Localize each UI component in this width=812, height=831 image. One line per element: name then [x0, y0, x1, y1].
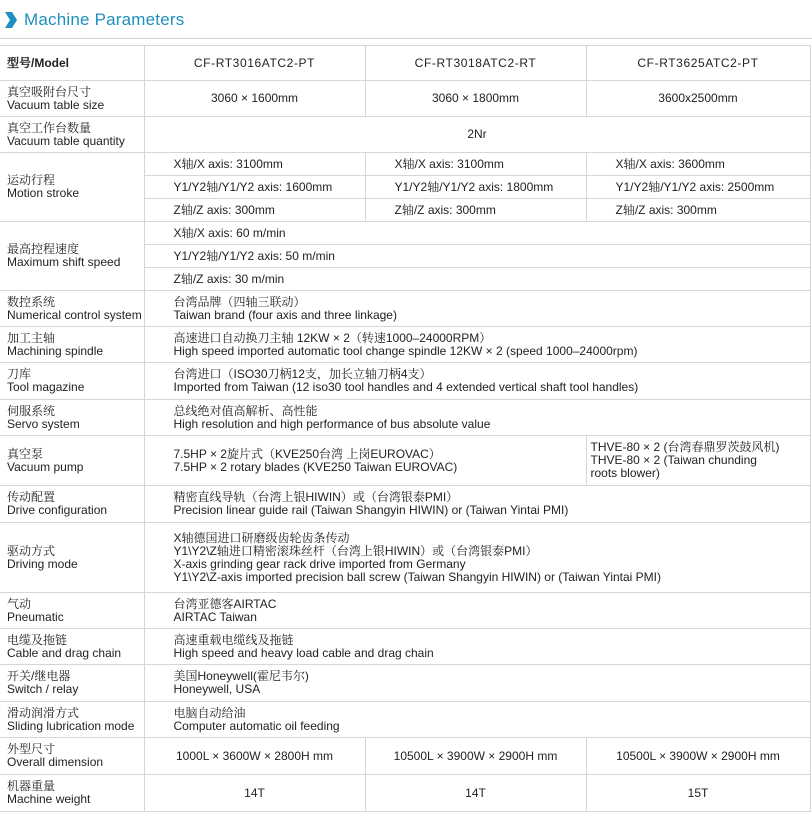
cable-drag-chain-value: 高速重载电缆线及拖链 High speed and heavy load cable and drag chain	[144, 629, 810, 665]
vacuum-table-size-1: 3060 × 1600mm	[144, 81, 365, 117]
overall-dimension-label: 外型尺寸 Overall dimension	[0, 738, 144, 775]
numerical-control-row	[0, 291, 810, 327]
model-1: CF-RT3016ATC2-PT	[144, 46, 365, 81]
machining-spindle-row	[0, 327, 810, 363]
switch-relay-row	[0, 665, 810, 702]
vacuum-table-quantity-label: 真空工作台数量 Vacuum table quantity	[0, 117, 144, 153]
servo-system-label: 伺服系统 Servo system	[0, 400, 144, 436]
driving-mode-label: 驱动方式 Driving mode	[0, 523, 144, 593]
motion-stroke-y-2: Y1/Y2轴/Y1/Y2 axis: 1800mm	[365, 176, 586, 199]
tool-magazine-label: 刀库 Tool magazine	[0, 363, 144, 400]
machine-weight-3: 15T	[586, 775, 810, 812]
switch-relay-label: 开关/继电器 Switch / relay	[0, 665, 144, 702]
overall-dimension-row	[0, 738, 810, 775]
machine-weight-1: 14T	[144, 775, 365, 812]
vacuum-table-size-2: 3060 × 1800mm	[365, 81, 586, 117]
max-shift-speed-label: 最高控程速度 Maximum shift speed	[0, 222, 144, 291]
sliding-lubrication-value: 电脑自动给油 Computer automatic oil feeding	[144, 702, 810, 738]
machine-weight-2: 14T	[365, 775, 586, 812]
max-shift-speed-x: X轴/X axis: 60 m/min	[144, 222, 810, 245]
section-header	[0, 0, 812, 42]
motion-stroke-label: 运动行程 Motion stroke	[0, 153, 144, 222]
header-divider	[0, 38, 812, 39]
tool-magazine-row	[0, 363, 810, 400]
max-shift-speed-z: Z轴/Z axis: 30 m/min	[144, 268, 810, 291]
machine-weight-label: 机器重量 Machine weight	[0, 775, 144, 812]
vacuum-table-size-3: 3600x2500mm	[586, 81, 810, 117]
sliding-lubrication-label: 滑动润滑方式 Sliding lubrication mode	[0, 702, 144, 738]
chevron-right-icon	[4, 11, 18, 29]
overall-dimension-2: 10500L × 3900W × 2900H mm	[365, 738, 586, 775]
vacuum-pump-label: 真空泵 Vacuum pump	[0, 436, 144, 486]
vacuum-pump-roots: THVE-80 × 2 (台湾春鼎罗茨鼓风机) THVE-80 × 2 (Taiwan chunding roots blower)	[586, 436, 810, 486]
model-3: CF-RT3625ATC2-PT	[586, 46, 810, 81]
vacuum-table-quantity-value: 2Nr	[144, 117, 810, 153]
motion-stroke-z-3: Z轴/Z axis: 300mm	[586, 199, 810, 222]
motion-stroke-x-2: X轴/X axis: 3100mm	[365, 153, 586, 176]
drive-configuration-label: 传动配置 Drive configuration	[0, 486, 144, 523]
machine-weight-row	[0, 775, 810, 812]
vacuum-pump-rotary: 7.5HP × 2旋片式（KVE250台湾 上岗EUROVAC） 7.5HP × 2 rotary blades (KVE250 Taiwan EUROVAC)	[144, 436, 586, 486]
vacuum-table-size-label: 真空吸附台尺寸 Vacuum table size	[0, 81, 144, 117]
model-row	[0, 46, 810, 81]
numerical-control-value: 台湾品牌（四轴三联动） Taiwan brand (four axis and three linkage)	[144, 291, 810, 327]
driving-mode-row	[0, 523, 810, 593]
model-label: 型号/Model	[0, 46, 144, 81]
page-title: Machine Parameters	[24, 10, 185, 29]
machining-spindle-label: 加工主轴 Machining spindle	[0, 327, 144, 363]
vacuum-pump-row	[0, 436, 810, 486]
servo-system-value: 总线绝对值高解析、高性能 High resolution and high performance of bus absolute value	[144, 400, 810, 436]
pneumatic-value: 台湾亚德客AIRTAC AIRTAC Taiwan	[144, 593, 810, 629]
numerical-control-label: 数控系统 Numerical control system	[0, 291, 144, 327]
cable-drag-chain-row	[0, 629, 810, 665]
max-shift-speed-y: Y1/Y2轴/Y1/Y2 axis: 50 m/min	[144, 245, 810, 268]
pneumatic-row	[0, 593, 810, 629]
driving-mode-value: X轴德国进口研磨级齿轮齿条传动 Y1\Y2\Z轴进口精密滚珠丝杆（台湾上银HIWIN）或（台湾银泰PMI） X-axis grinding gear rack drive imported from Germany Y1\Y2\Z-axis imported precision ball screw (Taiwan Shangyin HIWIN) or (Taiwan Yintai PMI)	[144, 523, 810, 593]
motion-stroke-y-1: Y1/Y2轴/Y1/Y2 axis: 1600mm	[144, 176, 365, 199]
motion-stroke-y-3: Y1/Y2轴/Y1/Y2 axis: 2500mm	[586, 176, 810, 199]
vacuum-table-size-row	[0, 81, 810, 117]
vacuum-table-quantity-row	[0, 117, 810, 153]
tool-magazine-value: 台湾进口（ISO30刀柄12支，加长立轴刀柄4支） Imported from Taiwan (12 iso30 tool handles and 4 extended vertical shaft tool handles)	[144, 363, 810, 400]
pneumatic-label: 气动 Pneumatic	[0, 593, 144, 629]
model-2: CF-RT3018ATC2-RT	[365, 46, 586, 81]
cable-drag-chain-label: 电缆及拖链 Cable and drag chain	[0, 629, 144, 665]
servo-system-row	[0, 400, 810, 436]
motion-stroke-z-2: Z轴/Z axis: 300mm	[365, 199, 586, 222]
overall-dimension-1: 1000L × 3600W × 2800H mm	[144, 738, 365, 775]
switch-relay-value: 美国Honeywell(霍尼韦尔) Honeywell, USA	[144, 665, 810, 702]
drive-configuration-row	[0, 486, 810, 523]
sliding-lubrication-row	[0, 702, 810, 738]
overall-dimension-3: 10500L × 3900W × 2900H mm	[586, 738, 810, 775]
motion-stroke-x-1: X轴/X axis: 3100mm	[144, 153, 365, 176]
motion-stroke-x-3: X轴/X axis: 3600mm	[586, 153, 810, 176]
drive-configuration-value: 精密直线导轨（台湾上银HIWIN）或（台湾银泰PMI） Precision linear guide rail (Taiwan Shangyin HIWIN) or (Taiwan Yintai PMI)	[144, 486, 810, 523]
machining-spindle-value: 高速进口自动换刀主轴 12KW × 2（转速1000–24000RPM） High speed imported automatic tool change spindle 12KW × 2 (speed 1000–24000rpm)	[144, 327, 810, 363]
motion-stroke-z-1: Z轴/Z axis: 300mm	[144, 199, 365, 222]
max-shift-speed-row	[0, 222, 810, 245]
machine-parameters-table	[0, 45, 811, 812]
motion-stroke-row	[0, 153, 810, 176]
